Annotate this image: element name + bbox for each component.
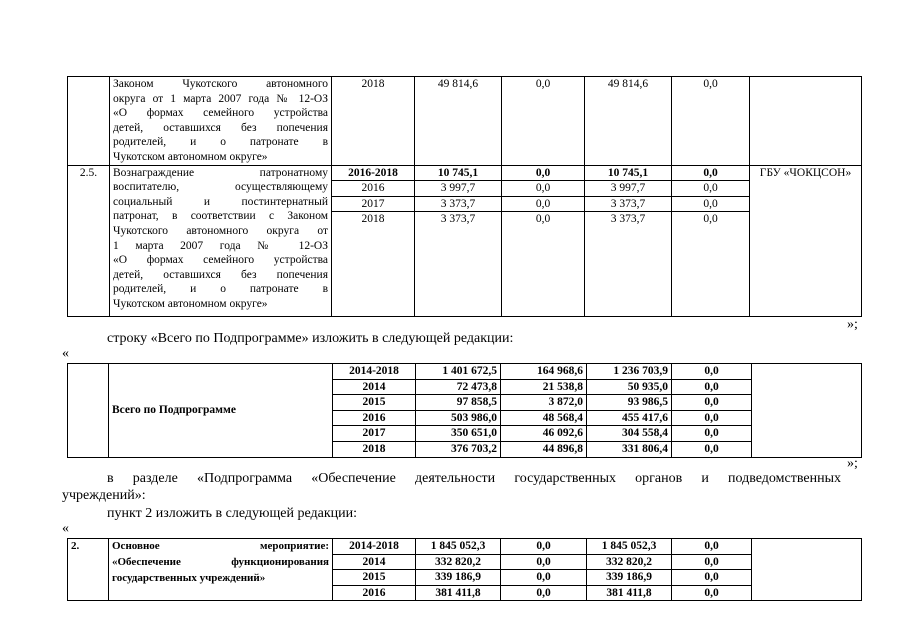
total-cell: 350 651,0 — [416, 426, 501, 442]
desc-line: «Обеспечение функционирования — [112, 555, 329, 568]
year-cell: 2018 — [332, 212, 415, 317]
table-row — [68, 364, 862, 380]
funding-cell: 0,0 — [672, 426, 752, 442]
desc-line: родителей, и о патронате в — [113, 283, 328, 296]
close-quote: »; — [847, 456, 858, 471]
year-cell: 2014-2018 — [333, 539, 416, 555]
table-row — [68, 165, 862, 181]
desc-line: социальный и постинтернатный — [113, 195, 328, 208]
program-table-continuation — [67, 76, 862, 317]
funding-cell: 0,0 — [672, 570, 752, 586]
funding-cell: 49 814,6 — [585, 77, 672, 166]
paragraph-section-line2: учреждений»: — [62, 488, 146, 503]
year-cell: 2018 — [332, 77, 415, 166]
funding-cell: 0,0 — [672, 410, 752, 426]
year-cell: 2014 — [333, 554, 416, 570]
open-quote: « — [62, 346, 69, 361]
funding-cell: 0,0 — [501, 539, 587, 555]
desc-line: Законом Чукотского автономного — [113, 78, 328, 90]
funding-cell: 10 745,1 — [585, 165, 672, 181]
funding-cell: 332 820,2 — [587, 554, 672, 570]
funding-cell: 0,0 — [502, 212, 585, 317]
funding-cell: 455 417,6 — [587, 410, 672, 426]
desc-line: родителей, и о патронате в — [113, 136, 328, 149]
funding-cell: 3 373,7 — [585, 212, 672, 317]
total-cell: 10 745,1 — [415, 165, 502, 181]
funding-cell: 331 806,4 — [587, 441, 672, 457]
row-number-cell: 2.5. — [68, 165, 110, 317]
funding-cell: 3 872,0 — [501, 395, 587, 411]
total-label-cell — [109, 364, 333, 458]
funding-cell: 0,0 — [672, 77, 750, 166]
executor-cell — [752, 364, 862, 458]
funding-cell: 0,0 — [672, 554, 752, 570]
desc-line: 1 марта 2007 года № 12-ОЗ — [113, 239, 328, 252]
row-description — [109, 539, 333, 601]
year-cell: 2016 — [332, 181, 415, 197]
total-cell: 1 401 672,5 — [416, 364, 501, 380]
desc-line: Чукотского автономного округа от — [113, 224, 328, 237]
row-description — [110, 165, 332, 317]
funding-cell: 1 845 052,3 — [587, 539, 672, 555]
desc-line: детей, оставшихся без попечения — [113, 121, 328, 134]
year-cell: 2014-2018 — [333, 364, 416, 380]
funding-cell: 0,0 — [672, 364, 752, 380]
desc-line: Основное мероприятие: — [112, 540, 329, 552]
funding-cell: 0,0 — [672, 181, 750, 197]
funding-cell: 0,0 — [672, 539, 752, 555]
funding-cell: 46 092,6 — [501, 426, 587, 442]
funding-cell: 1 236 703,9 — [587, 364, 672, 380]
funding-cell: 304 558,4 — [587, 426, 672, 442]
funding-cell: 0,0 — [672, 585, 752, 601]
funding-cell: 48 568,4 — [501, 410, 587, 426]
year-cell: 2017 — [333, 426, 416, 442]
funding-cell: 0,0 — [502, 196, 585, 212]
desc-line: Чукотском автономном округе» — [113, 150, 268, 163]
funding-cell: 339 186,9 — [587, 570, 672, 586]
funding-cell: 0,0 — [672, 441, 752, 457]
desc-line: округа от 1 марта 2007 года № 12-ОЗ — [113, 92, 328, 105]
section-text: в разделе «Подпрограмма «Обеспечение деятельности государственных органов и подведомственных — [107, 471, 841, 486]
total-cell: 3 373,7 — [415, 212, 502, 317]
desc-line: государственных учреждений» — [112, 571, 266, 584]
total-label: Всего по Подпрограмме — [112, 403, 236, 416]
funding-cell: 50 935,0 — [587, 379, 672, 395]
funding-cell: 93 986,5 — [587, 395, 672, 411]
funding-cell: 0,0 — [502, 181, 585, 197]
funding-cell: 164 968,6 — [501, 364, 587, 380]
year-cell: 2016-2018 — [332, 165, 415, 181]
funding-cell: 0,0 — [672, 196, 750, 212]
row-number-cell — [68, 77, 110, 166]
paragraph-section-line1 — [107, 471, 841, 487]
funding-cell: 0,0 — [672, 212, 750, 317]
total-cell: 1 845 052,3 — [416, 539, 501, 555]
paragraph-point-line: пункт 2 изложить в следующей редакции: — [107, 506, 357, 521]
total-cell: 339 186,9 — [416, 570, 501, 586]
desc-line: Чукотском автономном округе» — [113, 297, 268, 310]
main-activity-table — [67, 538, 862, 601]
row-description — [110, 77, 332, 166]
row-number-cell — [68, 364, 109, 458]
year-cell: 2015 — [333, 570, 416, 586]
total-cell: 503 986,0 — [416, 410, 501, 426]
funding-cell: 0,0 — [502, 77, 585, 166]
row-number-cell: 2. — [68, 539, 109, 601]
subprogram-total-table — [67, 363, 862, 458]
executor-cell — [752, 539, 862, 601]
desc-line: «О формах семейного устройства — [113, 254, 328, 267]
paragraph-total-line: строку «Всего по Подпрограмме» изложить в следующей редакции: — [107, 331, 514, 346]
funding-cell: 0,0 — [502, 165, 585, 181]
total-cell: 97 858,5 — [416, 395, 501, 411]
open-quote: « — [62, 521, 69, 536]
desc-line: детей, оставшихся без попечения — [113, 268, 328, 281]
executor-cell: ГБУ «ЧОКЦСОН» — [750, 165, 862, 317]
total-cell: 381 411,8 — [416, 585, 501, 601]
funding-cell: 0,0 — [501, 554, 587, 570]
funding-cell: 3 373,7 — [585, 196, 672, 212]
desc-line: Вознаграждение патронатному — [113, 166, 328, 179]
year-cell: 2018 — [333, 441, 416, 457]
table-row — [68, 539, 862, 555]
total-cell: 332 820,2 — [416, 554, 501, 570]
year-cell: 2016 — [333, 410, 416, 426]
year-cell: 2016 — [333, 585, 416, 601]
total-cell: 3 997,7 — [415, 181, 502, 197]
executor-cell — [750, 77, 862, 166]
funding-cell: 0,0 — [501, 585, 587, 601]
total-cell: 49 814,6 — [415, 77, 502, 166]
funding-cell: 3 997,7 — [585, 181, 672, 197]
desc-line: «О формах семейного устройства — [113, 107, 328, 120]
table-row — [68, 77, 862, 166]
funding-cell: 21 538,8 — [501, 379, 587, 395]
funding-cell: 0,0 — [672, 165, 750, 181]
year-cell: 2014 — [333, 379, 416, 395]
year-cell: 2017 — [332, 196, 415, 212]
desc-line: патронат, в соответствии с Законом — [113, 210, 328, 223]
desc-line: воспитателю, осуществляющему — [113, 181, 328, 194]
funding-cell: 0,0 — [501, 570, 587, 586]
total-cell: 376 703,2 — [416, 441, 501, 457]
funding-cell: 0,0 — [672, 379, 752, 395]
close-quote: »; — [847, 317, 858, 332]
year-cell: 2015 — [333, 395, 416, 411]
funding-cell: 381 411,8 — [587, 585, 672, 601]
total-cell: 3 373,7 — [415, 196, 502, 212]
funding-cell: 44 896,8 — [501, 441, 587, 457]
total-cell: 72 473,8 — [416, 379, 501, 395]
funding-cell: 0,0 — [672, 395, 752, 411]
